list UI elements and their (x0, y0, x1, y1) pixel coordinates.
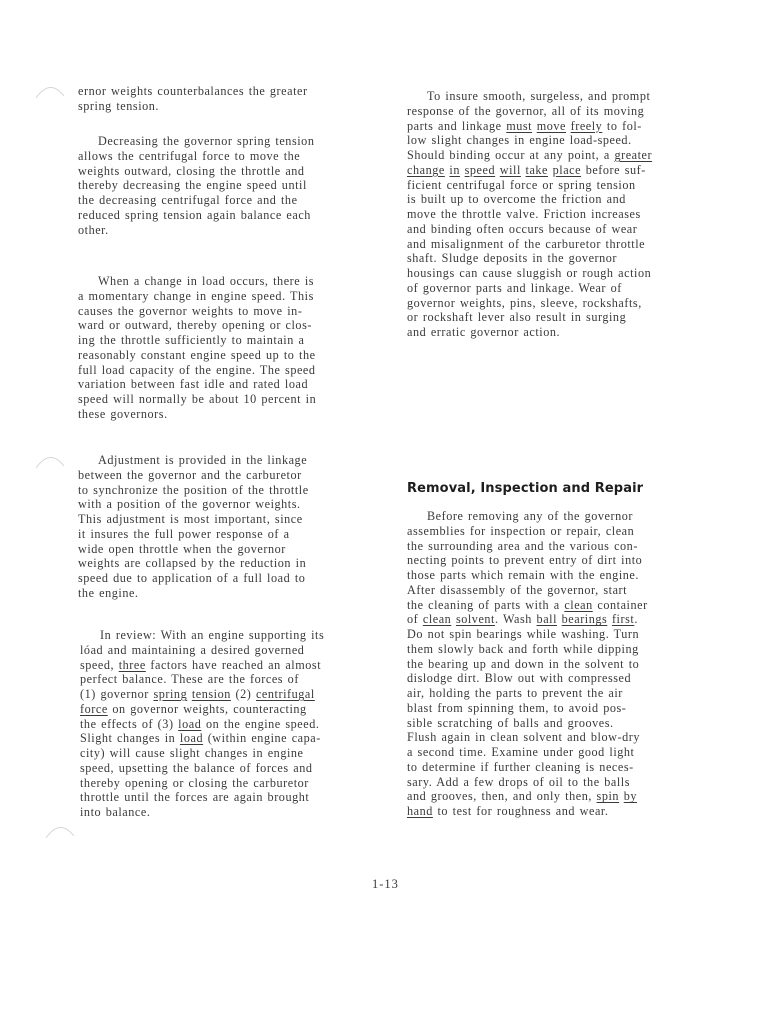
text-line: spring tension. (78, 98, 160, 113)
text-line: Decreasing the governor spring tension (98, 134, 315, 148)
paragraph-left-5 (80, 628, 324, 820)
text-line: it insures the full power response of a (78, 526, 290, 541)
text-line: To insure smooth, surgeless, and prompt (427, 89, 651, 103)
text-line: the decreasing centrifugal force and the (78, 193, 298, 207)
paragraph-left-4 (78, 453, 309, 601)
underlined-word: three (118, 657, 146, 672)
page-number: 1-13 (372, 877, 399, 891)
underlined-word: first (611, 612, 635, 627)
text-line: ward or outward, thereby opening or clos- (78, 318, 312, 333)
text-line: dislodge dirt. Blow out with compressed (407, 671, 632, 686)
text-line: the cleaning of parts with a clean container (407, 597, 648, 612)
text-line: them slowly back and forth while dipping (407, 641, 639, 656)
text-line: parts and linkage must move freely to fol- (407, 118, 642, 133)
text-line: or rockshaft lever also result in surging (407, 310, 627, 325)
text-line: causes the governor weights to move in- (78, 303, 303, 318)
text-line: In review: With an engine supporting its (100, 628, 325, 642)
text-line: of clean solvent. Wash ball bearings first. (407, 612, 638, 627)
text-line: weights are collapsed by the reduction in (78, 556, 307, 571)
paragraph-left-3 (78, 274, 316, 422)
underlined-word: load (178, 716, 202, 731)
text-line: speed, upsetting the balance of forces and (80, 760, 313, 775)
text-line: between the governor and the carburetor (78, 467, 302, 482)
text-line: change in speed will take place before suf- (407, 162, 646, 177)
text-line: the bearing up and down in the solvent to (407, 656, 640, 671)
text-line: Slight changes in load (within engine capa- (80, 731, 321, 746)
underlined-word: hand (407, 804, 433, 818)
text-line: speed due to application of a full load to (78, 571, 306, 585)
paragraph-left-1 (78, 84, 308, 114)
text-line: thereby decreasing the engine speed until (78, 178, 307, 193)
text-line: Before removing any of the governor (427, 509, 633, 523)
text-line: speed, three factors have reached an almost (80, 657, 322, 672)
underlined-word: will (499, 162, 521, 177)
underlined-word: must (506, 118, 533, 133)
underlined-word: centrifugal (255, 687, 315, 701)
section-heading: Removal, Inspection and Repair (407, 481, 644, 496)
text-line: the surrounding area and the various con- (407, 538, 638, 553)
text-line: reasonably constant engine speed up to the (78, 347, 316, 362)
text-line: the engine. (78, 585, 139, 600)
text-line: (1) governor spring tension (2) centrifugal (80, 687, 315, 701)
text-line: those parts which remain with the engine. (407, 568, 639, 582)
punch-hole-mark-bottom (40, 816, 80, 840)
underlined-word: greater (614, 148, 653, 162)
text-line: other. (78, 222, 109, 237)
text-line: When a change in load occurs, there is (98, 274, 315, 288)
underlined-word: spin (596, 789, 620, 804)
text-line: is built up to overcome the friction and (407, 192, 626, 207)
text-line: assemblies for inspection or repair, clean (407, 523, 635, 538)
text-line: weights outward, closing the throttle and (78, 163, 305, 178)
text-line: move the throttle valve. Friction increases (407, 207, 641, 221)
text-line: response of the governor, all of its moving (407, 103, 645, 118)
text-line: the effects of (3) load on the engine speed. (80, 716, 320, 731)
text-line: and erratic governor action. (407, 325, 561, 339)
text-line: force on governor weights, counteracting (80, 701, 307, 716)
underlined-word: force (80, 701, 108, 716)
underlined-word: clean (422, 612, 452, 627)
text-line: variation between fast idle and rated load (78, 377, 309, 392)
underlined-word: in (449, 162, 461, 177)
underlined-word: ball (536, 612, 558, 627)
text-line: blast from spinning them, to avoid pos- (407, 700, 627, 715)
underlined-word: by (623, 789, 637, 804)
text-line: thereby opening or closing the carburetor (80, 775, 309, 790)
text-line: After disassembly of the governor, start (407, 582, 628, 597)
underlined-word: clean (564, 597, 593, 612)
text-line: and grooves, then, and only then, spin by (407, 789, 637, 804)
text-line: these governors. (78, 406, 168, 421)
text-line: full load capacity of the engine. The speed (78, 362, 316, 377)
text-line: governor weights, pins, sleeve, rockshafts, (407, 295, 642, 310)
text-line: allows the centrifugal force to move the (78, 148, 301, 163)
underlined-word: move (536, 118, 566, 133)
text-line: This adjustment is most important, since (78, 512, 303, 526)
paragraph-right-1 (407, 89, 652, 340)
underlined-word: place (552, 162, 582, 177)
text-line: sary. Add a few drops of oil to the balls (407, 774, 631, 789)
text-line: shaft. Sludge deposits in the governor (407, 251, 618, 266)
underlined-word: solvent (455, 612, 495, 627)
text-line: Should binding occur at any point, a greater (407, 148, 653, 162)
text-line: Adjustment is provided in the linkage (98, 453, 308, 467)
text-line: a second time. Examine under good light (407, 745, 635, 759)
text-line: ficient centrifugal force or spring tension (407, 177, 636, 192)
text-line: and misalignment of the carburetor throttle (407, 236, 646, 251)
text-line: to synchronize the position of the throttle (78, 482, 309, 497)
text-line: lóad and maintaining a desired governed (80, 642, 305, 657)
text-line: with a position of the governor weights. (78, 497, 301, 512)
underlined-word: spring (153, 687, 188, 701)
underlined-word: speed (464, 162, 496, 177)
paragraph-right-2 (407, 509, 648, 819)
text-line: sible scratching of balls and grooves. (407, 715, 614, 730)
text-line: and binding often occurs because of wear (407, 221, 638, 236)
paragraph-left-2 (78, 134, 314, 237)
text-line: ing the throttle sufficiently to maintain a (78, 333, 305, 347)
text-line: necting points to prevent entry of dirt into (407, 553, 643, 568)
text-line: into balance. (80, 805, 151, 819)
punch-hole-mark-top (30, 78, 70, 102)
text-line: a momentary change in engine speed. This (78, 288, 314, 303)
text-line: of governor parts and linkage. Wear of (407, 280, 622, 295)
underlined-word: tension (191, 687, 231, 701)
underlined-word: change (407, 162, 445, 177)
text-line: throttle until the forces are again brought (80, 790, 310, 805)
text-line: hand to test for roughness and wear. (407, 804, 609, 818)
underlined-word: freely (570, 118, 603, 133)
punch-hole-mark-middle (30, 448, 70, 472)
text-line: reduced spring tension again balance each (78, 207, 311, 222)
text-line: speed will normally be about 10 percent in (78, 392, 317, 406)
text-line: wide open throttle when the governor (78, 541, 286, 556)
text-line: housings can cause sluggish or rough action (407, 266, 652, 280)
text-line: low slight changes in engine load-speed. (407, 133, 632, 148)
text-line: perfect balance. These are the forces of (80, 672, 299, 687)
text-line: to determine if further cleaning is neces- (407, 759, 634, 774)
underlined-word: take (525, 162, 549, 177)
underlined-word: bearings (561, 612, 608, 627)
text-line: air, holding the parts to prevent the air (407, 686, 623, 700)
text-line: ernor weights counterbalances the greater (78, 84, 308, 98)
text-line: Flush again in clean solvent and blow-dry (407, 730, 640, 745)
text-line: Do not spin bearings while washing. Turn (407, 627, 640, 641)
text-line: city) will cause slight changes in engine (80, 746, 304, 760)
underlined-word: load (179, 731, 204, 746)
